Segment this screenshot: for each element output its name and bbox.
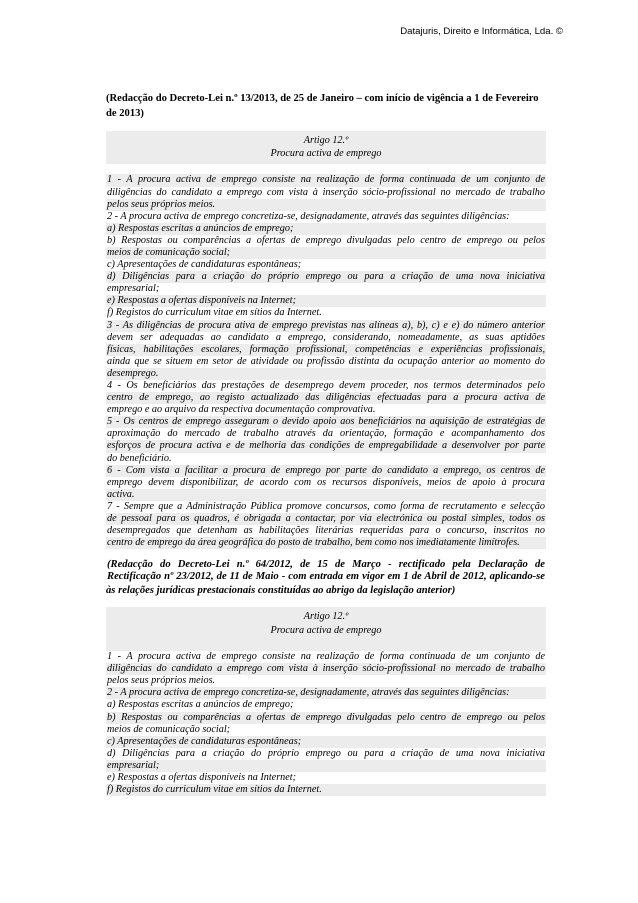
article-line: b) Respostas ou comparências a ofertas de emprego divulgadas pelo centro de emprego ou pelos: [107, 234, 545, 246]
article-line: a) Respostas escritas a anúncios de emprego;: [106, 223, 546, 235]
article-line: d) Diligências para a criação do próprio emprego ou para a criação de uma nova iniciativa: [107, 271, 545, 283]
article-line: empresarial;: [107, 283, 160, 295]
article-line: emprego e ao arquivo da respectiva documentação comprovativa.: [107, 404, 376, 416]
article-line: centro de emprego da área geográfica do posto de trabalho, bem como nos imediatamente limítrofes.: [106, 537, 546, 549]
note-line: às relações jurídicas prestacionais constituídas ao abrigo da legislação anterior): [106, 584, 456, 596]
article-line: b) Respostas ou comparências a ofertas de emprego divulgadas pelo centro de emprego ou pelos: [107, 711, 545, 723]
spacer: [106, 164, 546, 174]
article-line: aproximação do mercado de trabalho através da orientação, formação e acompanhamento dos: [107, 428, 545, 440]
article-line: centro de emprego, ao registo actualizado das diligências efectuadas para a procura activa de: [107, 392, 545, 404]
page-header: Datajuris, Direito e Informática, Lda. ©: [400, 26, 563, 37]
article-line: activa.: [106, 489, 546, 501]
article-line: do beneficiário.: [107, 452, 172, 464]
article-line: 1 - A procura activa de emprego consiste na realização de forma continuada de um conjunto de: [107, 174, 545, 186]
article-title: Artigo 12.º: [303, 134, 349, 146]
article-section: [106, 607, 546, 796]
article-line: pelos seus próprios meios.: [106, 199, 546, 211]
redaction-note: [106, 92, 546, 122]
article-line: 6 - Com vista a facilitar a procura de emprego por parte do candidato a emprego, os centros de: [107, 464, 545, 476]
article-line: físicas, habilitações escolares, formação profissional, competências e experiências profissionais,: [107, 343, 545, 355]
redaction-note: [106, 559, 546, 598]
article-subtitle: Procura activa de emprego: [270, 624, 382, 636]
article-line: meios de comunicação social;: [106, 247, 546, 259]
article-line: emprego devem disponibilizar, de acordo com os recursos disponíveis, meios de apoio à procura: [107, 476, 545, 488]
article-lines: [106, 174, 546, 549]
article-lines: [106, 651, 546, 796]
note-line: (Redacção do Decreto-Lei n.º 13/2013, de 25 de Janeiro – com início de vigência a 1 de Fevereiro: [106, 93, 539, 104]
document-body: [106, 92, 546, 796]
article-line: e) Respostas a ofertas disponíveis na Internet;: [106, 295, 546, 307]
article-line: 2 - A procura activa de emprego concretiza-se, designadamente, através das seguintes diligências:: [107, 210, 510, 222]
note-line: Rectificação nº 23/2012, de 11 de Maio - com entrada em vigor em 1 de Abril de 2012, aplicando-se: [107, 571, 545, 583]
article-line: desemprego.: [106, 368, 546, 380]
article-subtitle: Procura activa de emprego: [270, 148, 382, 159]
article-line: c) Apresentações de candidaturas espontâneas;: [107, 259, 302, 271]
spacer: [106, 641, 546, 651]
article-title: Artigo 12.º: [303, 611, 349, 623]
article-line: empresarial;: [106, 760, 546, 772]
article-line: d) Diligências para a criação do próprio emprego ou para a criação de uma nova iniciativa: [107, 747, 545, 759]
article-line: e) Respostas a ofertas disponíveis na Internet;: [107, 772, 297, 784]
article-heading: [106, 607, 546, 641]
note-line: de 2013): [106, 107, 144, 119]
article-line: desempregados que detenham as habilitações literárias requeridas para o concurso, inscritos no: [107, 525, 545, 537]
article-line: diligências do candidato a emprego com vista à inserção sócio-profissional no mercado de trabalho: [107, 663, 545, 675]
article-line: de pessoal para os quadros, é obrigada a contactar, por via electrónica ou postal simples, todos os: [107, 513, 545, 525]
article-line: a) Respostas escritas a anúncios de emprego;: [107, 699, 294, 711]
article-line: pelos seus próprios meios.: [107, 675, 216, 687]
article-line: ainda que se situem em setor de atividade ou profissão distinta da ocupação anterior ao momento do: [107, 355, 545, 367]
article-line: devem ser adequadas ao candidato a emprego, considerando, nomeadamente, as suas aptidões: [107, 331, 545, 343]
article-line: esforços de procura activa e de melhoria das condições de empregabilidade a desenvolver por parte: [107, 440, 545, 452]
article-line: f) Registos do curriculum vitae em sítios da Internet.: [106, 784, 546, 796]
article-line: 4 - Os beneficiários das prestações de desemprego devem proceder, nos termos determinados pelo: [107, 380, 545, 391]
article-line: 1 - A procura activa de emprego consiste na realização de forma continuada de um conjunto de: [107, 651, 545, 663]
article-line: diligências do candidato a emprego com vista à inserção sócio-profissional no mercado de trabalho: [107, 186, 545, 198]
article-line: 2 - A procura activa de emprego concretiza-se, designadamente, através das seguintes diligências:: [106, 687, 546, 699]
article-line: meios de comunicação social;: [107, 723, 231, 735]
article-line: 7 - Sempre que a Administração Pública promove concursos, como forma de recrutamento e selecção: [107, 500, 545, 512]
article-heading: [106, 131, 546, 165]
article-line: 5 - Os centros de emprego asseguram o devido apoio aos beneficiários na aquisição de estratégias de: [107, 416, 545, 428]
article-line: 3 - As diligências de procura ativa de emprego previstas nas alíneas a), b), c) e e) do número anterior: [107, 319, 545, 331]
article-line: c) Apresentações de candidaturas espontâneas;: [106, 736, 546, 748]
note-line: (Redacção do Decreto-Lei n.º 64/2012, de 15 de Março - rectificado pela Declaração de: [107, 559, 545, 571]
article-line: f) Registos do curriculum vitae em sítios da Internet.: [107, 307, 322, 319]
article-section: [106, 131, 546, 550]
